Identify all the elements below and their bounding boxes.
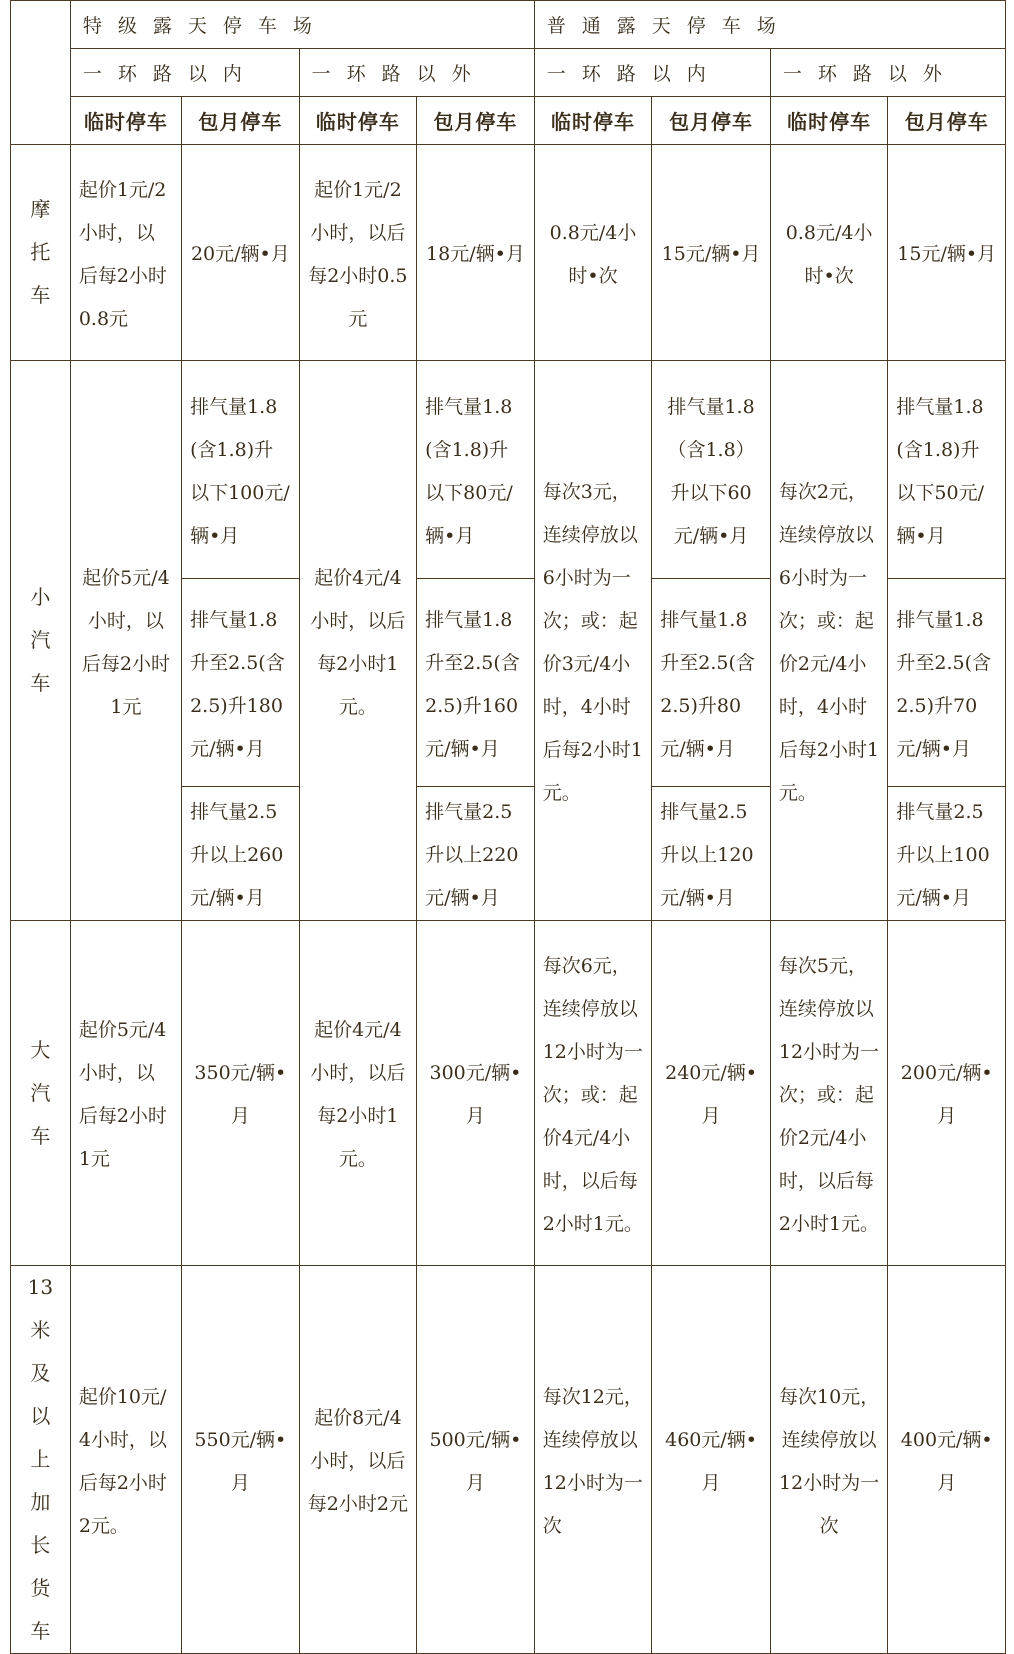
cell-moto-special-out-temp: 起价1元/2小时，以后每2小时0.5元: [299, 145, 417, 361]
cell-truck-ordinary-in-monthly: 460元/辆•月: [652, 1266, 771, 1654]
cell-moto-ordinary-out-temp: 0.8元/4小时•次: [770, 145, 888, 361]
cell-moto-special-in-temp: 起价1元/2小时，以后每2小时0.8元: [70, 145, 181, 361]
cell-car-ordinary-out-monthly-mid: 排气量1.8升至2.5(含2.5)升70元/辆•月: [888, 579, 1006, 787]
cell-car-special-in-monthly-small: 排气量1.8(含1.8)升以下100元/辆•月: [182, 361, 300, 579]
cell-bus-ordinary-in-monthly: 240元/辆•月: [652, 921, 771, 1266]
table-row-bus: [11, 921, 1006, 1266]
cell-car-special-out-monthly-small: 排气量1.8(含1.8)升以下80元/辆•月: [417, 361, 535, 579]
cell-bus-special-in-monthly: 350元/辆•月: [182, 921, 300, 1266]
header-zone-inside-special: 一环路以内: [70, 49, 299, 97]
header-monthly: 包月停车: [888, 97, 1006, 145]
cell-truck-special-out-monthly: 500元/辆•月: [417, 1266, 535, 1654]
header-row-lot-type: [11, 1, 1006, 49]
cell-car-special-in-monthly-mid: 排气量1.8升至2.5(含2.5)升180元/辆•月: [182, 579, 300, 787]
cell-car-ordinary-out-monthly-large: 排气量2.5升以上100元/辆•月: [888, 787, 1006, 921]
cell-bus-ordinary-out-temp: 每次5元，连续停放以12小时为一次；或：起价2元/4小时，以后每2小时1元。: [770, 921, 888, 1266]
cell-car-special-in-monthly-large: 排气量2.5升以上260元/辆•月: [182, 787, 300, 921]
header-monthly: 包月停车: [182, 97, 300, 145]
cell-moto-special-in-monthly: 20元/辆•月: [182, 145, 300, 361]
cell-bus-special-out-temp: 起价4元/4小时，以后每2小时1元。: [299, 921, 417, 1266]
header-temp: 临时停车: [770, 97, 888, 145]
header-zone-outside-special: 一环路以外: [299, 49, 534, 97]
header-temp: 临时停车: [70, 97, 181, 145]
corner-cell: [11, 1, 71, 145]
table-row-motorcycle: [11, 145, 1006, 361]
table-row-car: [11, 361, 1006, 579]
header-temp: 临时停车: [534, 97, 652, 145]
cell-car-special-out-temp: 起价4元/4小时，以后每2小时1元。: [299, 361, 417, 921]
cell-truck-special-out-temp: 起价8元/4小时，以后每2小时2元: [299, 1266, 417, 1654]
cell-car-special-in-temp: 起价5元/4小时，以后每2小时1元: [70, 361, 181, 921]
cell-truck-ordinary-out-temp: 每次10元，连续停放以12小时为一次: [770, 1266, 888, 1654]
cell-truck-special-in-temp: 起价10元/4小时，以后每2小时2元。: [70, 1266, 181, 1654]
cell-car-ordinary-in-monthly-small: 排气量1.8（含1.8）升以下60元/辆•月: [652, 361, 771, 579]
cell-car-ordinary-in-temp: 每次3元，连续停放以6小时为一次；或：起价3元/4小时，4小时后每2小时1元。: [534, 361, 652, 921]
header-row-zone: [11, 49, 1006, 97]
table-row-truck: [11, 1266, 1006, 1654]
header-row-type: [11, 97, 1006, 145]
vehicle-label-bus: 大汽车: [11, 921, 71, 1266]
cell-moto-ordinary-in-monthly: 15元/辆•月: [652, 145, 771, 361]
vehicle-label-car: 小汽车: [11, 361, 71, 921]
header-temp: 临时停车: [299, 97, 417, 145]
parking-fee-table: [10, 0, 1006, 1654]
header-zone-outside-ordinary: 一环路以外: [770, 49, 1005, 97]
cell-car-special-out-monthly-large: 排气量2.5升以上220元/辆•月: [417, 787, 535, 921]
cell-car-ordinary-in-monthly-mid: 排气量1.8升至2.5(含2.5)升80元/辆•月: [652, 579, 771, 787]
cell-bus-ordinary-out-monthly: 200元/辆•月: [888, 921, 1006, 1266]
cell-moto-ordinary-in-temp: 0.8元/4小时•次: [534, 145, 652, 361]
cell-car-ordinary-out-monthly-small: 排气量1.8(含1.8)升以下50元/辆•月: [888, 361, 1006, 579]
header-monthly: 包月停车: [417, 97, 535, 145]
cell-car-special-out-monthly-mid: 排气量1.8升至2.5(含2.5)升160元/辆•月: [417, 579, 535, 787]
cell-truck-ordinary-in-temp: 每次12元，连续停放以12小时为一次: [534, 1266, 652, 1654]
header-ordinary-lot: 普通露天停车场: [534, 1, 1005, 49]
cell-moto-ordinary-out-monthly: 15元/辆•月: [888, 145, 1006, 361]
cell-truck-ordinary-out-monthly: 400元/辆•月: [888, 1266, 1006, 1654]
cell-truck-special-in-monthly: 550元/辆•月: [182, 1266, 300, 1654]
vehicle-label-motorcycle: 摩托车: [11, 145, 71, 361]
header-zone-inside-ordinary: 一环路以内: [534, 49, 770, 97]
cell-bus-special-in-temp: 起价5元/4小时，以后每2小时1元: [70, 921, 181, 1266]
header-monthly: 包月停车: [652, 97, 771, 145]
cell-bus-special-out-monthly: 300元/辆•月: [417, 921, 535, 1266]
cell-car-ordinary-in-monthly-large: 排气量2.5升以上120元/辆•月: [652, 787, 771, 921]
cell-moto-special-out-monthly: 18元/辆•月: [417, 145, 535, 361]
vehicle-label-truck: 13米及以上加长货车: [11, 1266, 71, 1654]
header-special-lot: 特级露天停车场: [70, 1, 534, 49]
cell-car-ordinary-out-temp: 每次2元，连续停放以6小时为一次；或：起价2元/4小时，4小时后每2小时1元。: [770, 361, 888, 921]
cell-bus-ordinary-in-temp: 每次6元，连续停放以12小时为一次；或：起价4元/4小时，以后每2小时1元。: [534, 921, 652, 1266]
